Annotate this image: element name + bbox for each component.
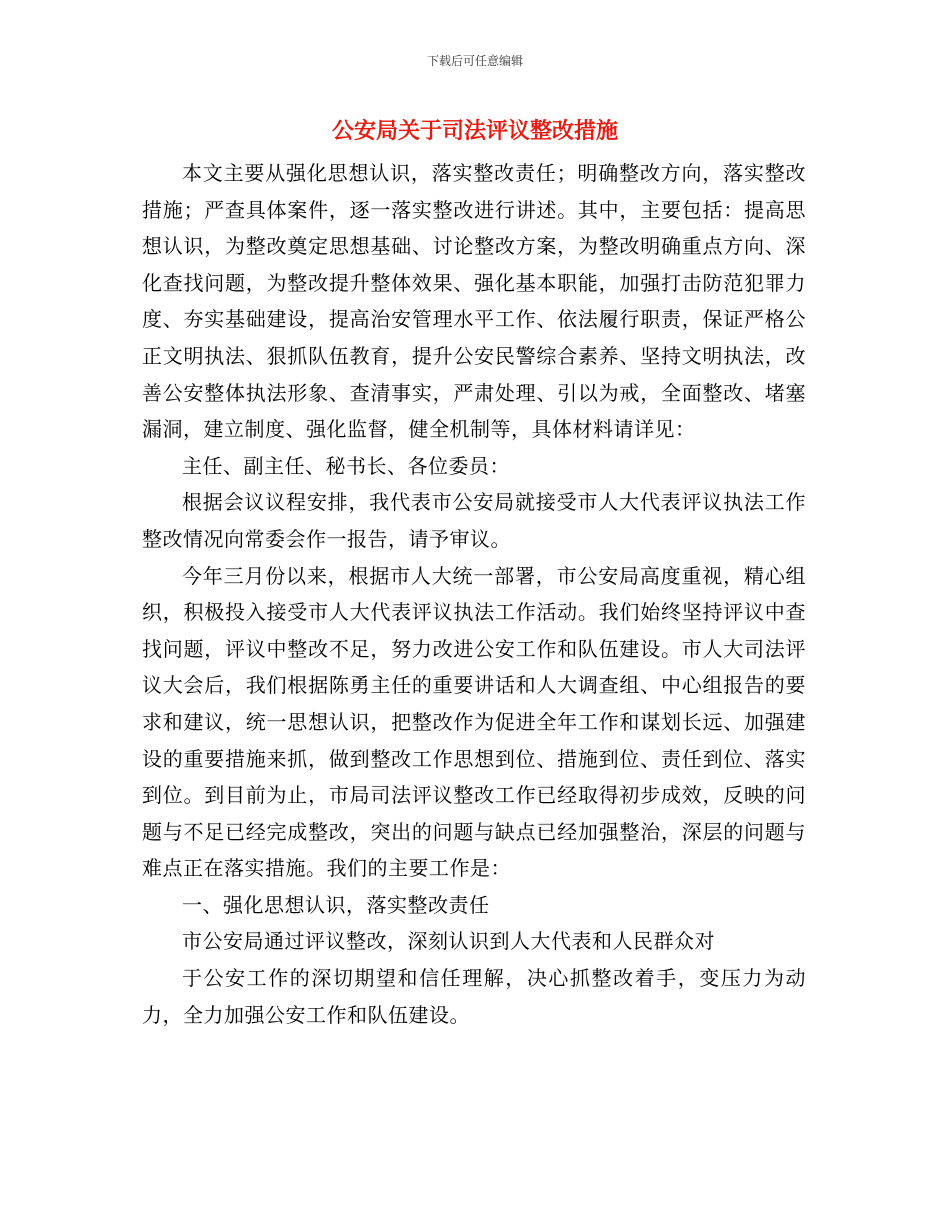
document-title: 公安局关于司法评议整改措施 <box>331 119 618 144</box>
paragraph-intro: 根据会议议程安排，我代表市公安局就接受市人大代表评议执法工作整改情况向常委会作一报告，请予审议。 <box>142 490 806 551</box>
section-heading-1: 一、强化思想认识，落实整改责任 <box>182 892 490 917</box>
paragraph-background: 今年三月份以来，根据市人大统一部署，市公安局高度重视，精心组织，积极投入接受市人大代表评议执法工作活动。我们始终坚持评议中查找问题，评议中整改不足，努力改进公安工作和队伍建设。市人大司法评议大会后，我们根据陈勇主任的重要讲话和人大调查组、中心组报告的要求和建议，统一思想认识，把整改作为促进全年工作和谋划长远、加强建设的重要措施来抓，做到整改工作思想到位、措施到位、责任到位、落实到位。到目前为止，市局司法评议整改工作已经取得初步成效，反映的问题与不足已经完成整改，突出的问题与缺点已经加强整治，深层的问题与难点正在落实措施。我们的主要工作是： <box>142 563 806 881</box>
paragraph-salutation: 主任、副主任、秘书长、各位委员： <box>182 453 510 478</box>
header-note: 下载后可任意编辑 <box>426 54 523 68</box>
paragraph-section-1-a: 市公安局通过评议整改，深刻认识到人大代表和人民群众对 <box>182 929 715 954</box>
document-body <box>142 155 806 1033</box>
paragraph-section-1-b: 于公安工作的深切期望和信任理解，决心抓整改着手，变压力为动力，全力加强公安工作和队伍建设。 <box>142 966 806 1027</box>
paragraph-summary: 本文主要从强化思想认识，落实整改责任；明确整改方向，落实整改措施；严查具体案件，逐一落实整改进行讲述。其中，主要包括：提高思想认识，为整改奠定思想基础、讨论整改方案，为整改明确重点方向、深化查找问题，为整改提升整体效果、强化基本职能，加强打击防范犯罪力度、夯实基础建设，提高治安管理水平工作、依法履行职责，保证严格公正文明执法、狠抓队伍教育，提升公安民警综合素养、坚持文明执法，改善公安整体执法形象、查清事实，严肃处理、引以为戒，全面整改、堵塞漏洞，建立制度、强化监督，健全机制等，具体材料请详见： <box>142 161 806 442</box>
